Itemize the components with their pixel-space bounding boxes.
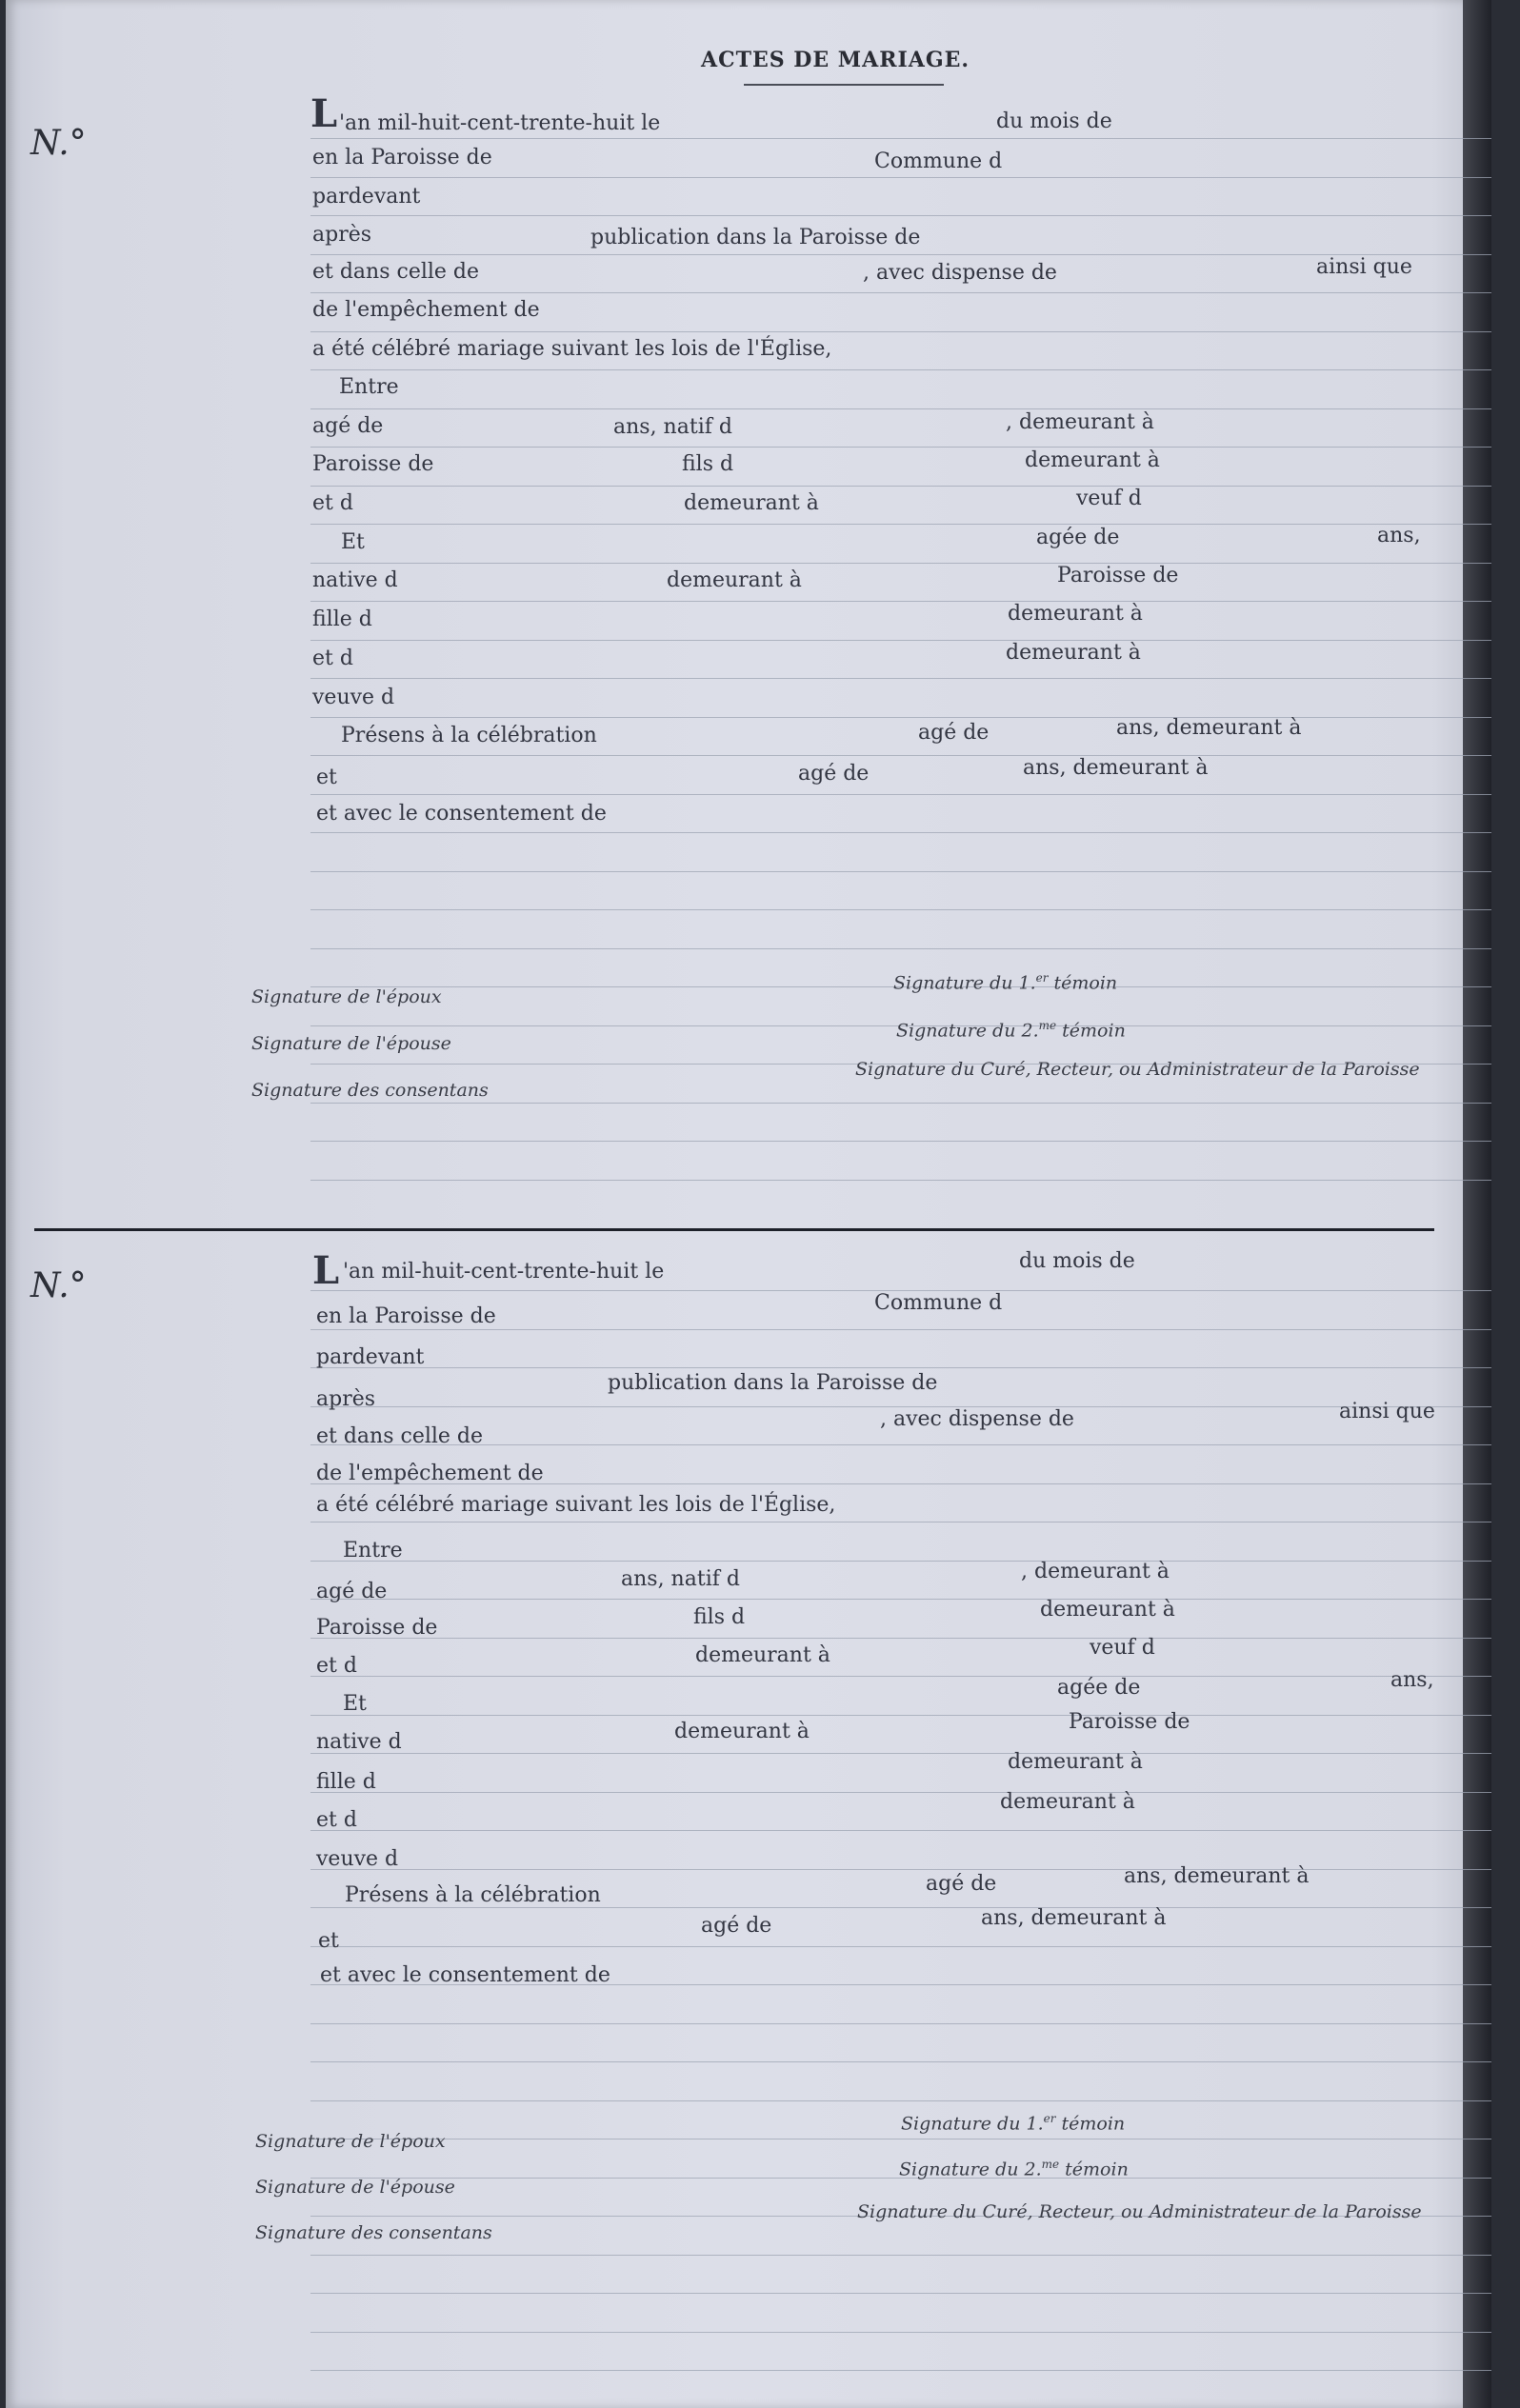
text-natif: ans, natif d: [613, 415, 732, 439]
text-celle-de: et dans celle de: [316, 1424, 484, 1448]
text-et: Et: [341, 530, 365, 554]
signature-consentans-label: Signature des consentans: [255, 2222, 492, 2243]
text-demeurant: ans, demeurant à: [1124, 1864, 1310, 1888]
text-demeurant: demeurant à: [695, 1643, 830, 1667]
text-et-d: et d: [312, 647, 353, 670]
text-ainsi-que: ainsi que: [1339, 1400, 1435, 1423]
text-fille: fille d: [316, 1770, 376, 1794]
page-title: ACTES DE MARIAGE.: [701, 48, 970, 72]
text-natif: ans, natif d: [621, 1567, 740, 1591]
text-month: du mois de: [1019, 1249, 1135, 1273]
text-et-d: et d: [316, 1654, 357, 1678]
text-demeurant: ans, demeurant à: [1023, 756, 1209, 780]
register-page: [6, 0, 1491, 2408]
text-dispense: , avec dispense de: [880, 1407, 1074, 1431]
text-demeurant: , demeurant à: [1006, 410, 1154, 434]
text-et-d: et d: [312, 491, 353, 515]
text-parish: en la Paroisse de: [316, 1304, 496, 1328]
signature-epouse-label: Signature de l'épouse: [255, 2177, 455, 2198]
text-demeurant: demeurant à: [667, 568, 802, 592]
text-demeurant: demeurant à: [1025, 448, 1160, 472]
text-demeurant: , demeurant à: [1021, 1560, 1170, 1583]
text-pardevant: pardevant: [316, 1345, 425, 1369]
text-fils: fils d: [693, 1605, 746, 1629]
signature-epoux-label: Signature de l'époux: [251, 986, 442, 1007]
text-entre: Entre: [339, 375, 399, 399]
text-age: agé de: [798, 762, 870, 786]
text-et: et: [316, 766, 337, 789]
dropcap-letter: L: [310, 91, 338, 136]
signature-cure-label: Signature du Curé, Recteur, ou Administrateur de la Paroisse: [857, 2201, 1422, 2222]
signature-consentans-label: Signature des consentans: [251, 1080, 489, 1101]
text-et-d: et d: [316, 1808, 357, 1832]
text-commune: Commune d: [874, 1291, 1003, 1315]
text-et: Et: [343, 1692, 367, 1716]
text-dispense: , avec dispense de: [863, 261, 1057, 285]
text-veuve: veuve d: [316, 1847, 399, 1871]
text-demeurant: demeurant à: [1008, 1750, 1143, 1774]
text-presens: Présens à la célébration: [341, 724, 597, 747]
text-empechement: de l'empêchement de: [316, 1462, 544, 1485]
text-paroisse: Paroisse de: [1069, 1710, 1190, 1734]
text-native: native d: [316, 1730, 402, 1754]
text-ans: ans,: [1390, 1668, 1434, 1692]
dropcap-letter: L: [312, 1248, 340, 1293]
text-consentement: et avec le consentement de: [316, 802, 607, 826]
signature-cure-label: Signature du Curé, Recteur, ou Administrateur de la Paroisse: [855, 1059, 1420, 1080]
signature-temoin-2-label: Signature du 2.$^{me}$ témoin: [896, 1019, 1126, 1042]
text-age: agé de: [312, 414, 384, 438]
text-demeurant: ans, demeurant à: [981, 1906, 1167, 1930]
text-paroisse: Paroisse de: [312, 452, 434, 476]
text-presens: Présens à la célébration: [345, 1883, 601, 1907]
signature-epouse-label: Signature de l'épouse: [251, 1033, 451, 1054]
text-paroisse: Paroisse de: [316, 1616, 438, 1640]
text-year: 'an mil-huit-cent-trente-huit le: [343, 1260, 665, 1284]
text-agee: agée de: [1057, 1676, 1141, 1700]
entry-number-label: N.°: [30, 124, 87, 163]
text-celebre: a été célébré mariage suivant les lois de l'Église,: [312, 337, 832, 361]
text-fille: fille d: [312, 607, 372, 631]
text-demeurant: demeurant à: [1040, 1598, 1175, 1622]
marriage-entry-2: [6, 0, 1491, 2408]
text-veuve: veuve d: [312, 686, 395, 709]
text-fils: fils d: [682, 452, 734, 476]
text-age: agé de: [926, 1872, 997, 1896]
text-month: du mois de: [996, 109, 1112, 133]
text-publication: publication dans la Paroisse de: [608, 1371, 938, 1395]
text-commune: Commune d: [874, 149, 1003, 173]
text-celle-de: et dans celle de: [312, 260, 480, 284]
text-celebre: a été célébré mariage suivant les lois de l'Église,: [316, 1493, 836, 1517]
text-parish: en la Paroisse de: [312, 146, 492, 169]
signature-temoin-1-label: Signature du 1.$^{er}$ témoin: [893, 971, 1118, 994]
text-demeurant: demeurant à: [674, 1720, 810, 1743]
text-veuf: veuf d: [1076, 487, 1142, 510]
text-apres: après: [312, 223, 372, 247]
entry-number-label: N.°: [30, 1266, 87, 1305]
text-year: 'an mil-huit-cent-trente-huit le: [339, 111, 661, 135]
text-age: agé de: [918, 721, 990, 745]
text-entre: Entre: [343, 1539, 403, 1562]
signature-temoin-2-label: Signature du 2.$^{me}$ témoin: [899, 2158, 1129, 2180]
text-native: native d: [312, 568, 398, 592]
signature-epoux-label: Signature de l'époux: [255, 2131, 446, 2152]
text-consentement: et avec le consentement de: [320, 1963, 610, 1987]
text-empechement: de l'empêchement de: [312, 298, 540, 322]
text-apres: après: [316, 1387, 376, 1411]
text-demeurant: demeurant à: [1008, 602, 1143, 626]
text-demeurant: ans, demeurant à: [1116, 716, 1302, 740]
text-demeurant: demeurant à: [684, 491, 819, 515]
text-agee: agée de: [1036, 526, 1120, 549]
text-paroisse: Paroisse de: [1057, 564, 1179, 587]
text-ans: ans,: [1377, 524, 1421, 547]
text-ainsi-que: ainsi que: [1316, 255, 1412, 279]
text-pardevant: pardevant: [312, 185, 421, 209]
text-veuf: veuf d: [1090, 1636, 1155, 1660]
text-et: et: [318, 1929, 339, 1953]
text-age: agé de: [316, 1580, 388, 1603]
text-demeurant: demeurant à: [1000, 1790, 1135, 1814]
signature-temoin-1-label: Signature du 1.$^{er}$ témoin: [901, 2112, 1126, 2135]
text-demeurant: demeurant à: [1006, 641, 1141, 665]
text-publication: publication dans la Paroisse de: [590, 226, 921, 249]
text-age: agé de: [701, 1914, 772, 1938]
